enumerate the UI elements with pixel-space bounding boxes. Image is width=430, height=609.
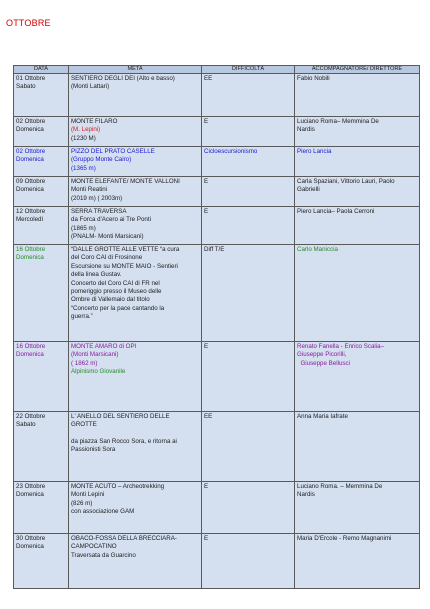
weekday-text: Sabato [16, 421, 36, 429]
weekday-text: Sabato [16, 83, 36, 91]
date-text: 02 Ottobre [16, 118, 46, 125]
meta-line: Concerto del Coro CAI di FR nel [71, 279, 160, 287]
date-cell [14, 74, 69, 117]
table-row [14, 207, 420, 245]
weekday-text: Domenica [16, 254, 44, 262]
meta-line: CAMPOCATINO [71, 543, 117, 551]
guide-cell [295, 482, 420, 534]
weekday-text: Domenica [16, 126, 44, 134]
guide-line: Carla Spaziani, Vittorio Lauri, Paolo [297, 178, 395, 185]
date-cell [14, 342, 69, 412]
table-row [14, 74, 420, 117]
difficulty-cell: Diff T/E [202, 245, 295, 342]
guide-line: Renato Fanella - Enrico Scalia– [297, 343, 385, 350]
meta-line: PIZZO DEL PRATO CASELLE [71, 148, 155, 155]
guide-cell [295, 177, 420, 207]
guide-line: Luciano Roma– Memmina De [297, 118, 379, 125]
meta-cell [69, 482, 202, 534]
guide-cell [295, 534, 420, 589]
weekday-text: Domenica [16, 156, 44, 164]
date-text: 22 Ottobre [16, 413, 46, 420]
meta-cell [69, 245, 202, 342]
guide-cell [295, 147, 420, 177]
date-text: 02 Ottobre [16, 148, 46, 155]
difficulty-cell: E [202, 342, 295, 412]
excursion-table [13, 65, 420, 589]
guide-line: Anna Maria Iafrate [297, 413, 348, 420]
weekday-text: Domenica [16, 491, 44, 499]
date-cell [14, 117, 69, 147]
meta-line: (1865 m) [71, 224, 96, 232]
meta-line: SERRA TRAVERSA [71, 208, 127, 215]
meta-line: Monti Reatini [71, 186, 108, 194]
guide-line: Giuseppe Bellusci [297, 359, 350, 367]
header-meta: META [69, 66, 202, 74]
meta-spacer [71, 430, 199, 438]
guide-cell [295, 342, 420, 412]
guide-line: Piero Lancia– Paola Cerroni [297, 208, 375, 215]
weekday-text: Domenica [16, 543, 44, 551]
table-row [14, 342, 420, 412]
guide-cell [295, 245, 420, 342]
guide-line: Carlo Maniccia [297, 246, 338, 253]
date-text: 23 Ottobre [16, 483, 46, 490]
meta-line: MONTE AMARO di OPI [71, 343, 137, 350]
meta-line: (Monti Marsicani) [71, 351, 119, 359]
meta-line: Ombre di Vallemaio dal titolo [71, 296, 150, 304]
difficulty-cell: EE [202, 412, 295, 482]
meta-line: Traversata da Guarcino [71, 551, 136, 559]
date-cell [14, 412, 69, 482]
meta-line: MONTE ELEFANTE/ MONTE VALLONI [71, 178, 180, 185]
meta-cell [69, 117, 202, 147]
table-row [14, 534, 420, 589]
weekday-text: Mercoledì [16, 216, 44, 224]
difficulty-cell: E [202, 482, 295, 534]
meta-line: GROTTE [71, 421, 97, 429]
meta-line: (Monti Lattari) [71, 83, 110, 91]
meta-line: guerra.” [71, 313, 93, 321]
meta-line: Escursione su MONTE MAIO - Sentieri [71, 262, 178, 270]
date-text: 12 Ottobre [16, 208, 46, 215]
meta-line: MONTE FILARO [71, 118, 118, 125]
month-title: OTTOBRE [6, 18, 51, 28]
difficulty-cell: EE [202, 74, 295, 117]
meta-line: del Coro CAI di Frosinone [71, 254, 143, 262]
meta-line: (Gruppo Monte Cairo) [71, 156, 132, 164]
table-row [14, 482, 420, 534]
date-text: 16 Ottobre [16, 343, 46, 350]
meta-cell [69, 147, 202, 177]
date-cell [14, 245, 69, 342]
meta-line: Passionisti Sora [71, 446, 116, 454]
meta-line: (M. Lepini) [71, 126, 101, 134]
date-cell [14, 177, 69, 207]
header-date: DATA [14, 66, 69, 74]
meta-cell [69, 534, 202, 589]
date-cell [14, 207, 69, 245]
guide-line: Gabrielli [297, 186, 320, 194]
meta-line: “DALLE GROTTE ALLE VETTE “a cura [71, 246, 180, 253]
meta-line: da piazza San Rocco Sora, e ritorna ai [71, 437, 177, 445]
weekday-text: Domenica [16, 186, 44, 194]
table-row [14, 245, 420, 342]
meta-line: OBACO-FOSSA DELLA BRECCIARA- [71, 535, 177, 542]
date-text: 30 Ottobre [16, 535, 46, 542]
difficulty-cell: E [202, 177, 295, 207]
table-row [14, 147, 420, 177]
meta-line: Monti Lepini [71, 491, 105, 499]
meta-line: L' ANELLO DEL SENTIERO DELLE [71, 413, 170, 420]
header-difficulty: DIFFICOLTÀ [202, 66, 295, 74]
meta-cell [69, 177, 202, 207]
date-cell [14, 534, 69, 589]
guide-cell [295, 74, 420, 117]
guide-line: Piero Lancia [297, 148, 332, 155]
meta-line: con associazione GAM [71, 508, 135, 516]
guide-cell [295, 412, 420, 482]
meta-cell [69, 342, 202, 412]
meta-line: da Forca d'Acero ai Tre Ponti [71, 216, 151, 224]
meta-line: (2019 m) ( 2003m) [71, 194, 123, 202]
guide-line: Fabio Nobili [297, 75, 330, 82]
meta-line: pomeriggio presso il Museo delle [71, 288, 162, 296]
meta-cell [69, 74, 202, 117]
table-row [14, 117, 420, 147]
meta-cell [69, 207, 202, 245]
header-guide: ACCOMPAGNATORE/ DIRETTORE [295, 66, 420, 74]
date-cell [14, 147, 69, 177]
weekday-text: Domenica [16, 351, 44, 359]
meta-line: MONTE ACUTO – Archeotrekking [71, 483, 165, 490]
meta-line: Alpinismo Giovanile [71, 368, 126, 376]
date-text: 09 Ottobre [16, 178, 46, 185]
meta-line: della linea Gustav. [71, 271, 122, 279]
difficulty-cell: Cicloescursionismo [202, 147, 295, 177]
meta-cell [69, 412, 202, 482]
guide-line: Giuseppe Picorilli, [297, 351, 347, 359]
meta-line: SENTIERO DEGLI DEI (Alto e basso) [71, 75, 175, 82]
table-row [14, 177, 420, 207]
difficulty-cell: E [202, 117, 295, 147]
guide-line: Maria D'Ercole - Remo Magnanimi [297, 535, 392, 542]
date-text: 01 Ottobre [16, 75, 46, 82]
meta-line: (PNALM- Monti Marsicani) [71, 233, 144, 241]
date-cell [14, 482, 69, 534]
guide-line: Luciano Roma. – Memmina De [297, 483, 383, 490]
table-header-row [14, 66, 420, 74]
table-row [14, 412, 420, 482]
meta-line: (1365 m) [71, 164, 96, 172]
guide-cell [295, 207, 420, 245]
guide-line: Nardis [297, 491, 315, 499]
meta-line: “Concerto per la pace cantando la [71, 304, 165, 312]
meta-line: ( 1862 m) [71, 359, 98, 367]
guide-cell [295, 117, 420, 147]
date-text: 16 Ottobre [16, 246, 46, 253]
meta-line: (826 m) [71, 499, 93, 507]
difficulty-cell: E [202, 207, 295, 245]
guide-line: Nardis [297, 126, 315, 134]
difficulty-cell: E [202, 534, 295, 589]
meta-line: (1230 M) [71, 134, 96, 142]
